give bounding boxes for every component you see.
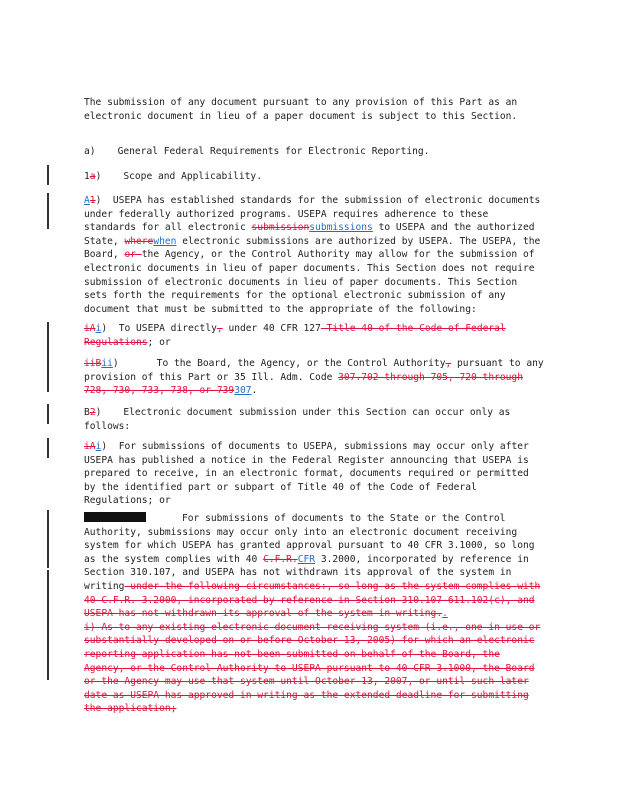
A-text-4: the Agency, or the Control Authority may allow for the submission of electronic documents in lieu of paper documents. This Section does not require submission of electronic documents in lieu of paper documents. This Section sets forth the requirements for the optional electronic submission of any document that must be submitted to the appropriate of the following: bbox=[84, 249, 535, 315]
i2-num-inserted: i bbox=[95, 441, 102, 452]
section-a-label: a) bbox=[84, 146, 96, 157]
last-inserted-2: . bbox=[442, 608, 448, 620]
A-text-2: to USEPA and the authorized State, bbox=[84, 222, 535, 247]
change-bar bbox=[47, 322, 49, 356]
ii-num-deleted: iiB bbox=[84, 358, 102, 369]
i1-text-1: To USEPA directly bbox=[118, 323, 217, 334]
section-a-heading bbox=[84, 145, 544, 159]
paragraph-A bbox=[84, 194, 544, 316]
ii-text-1: To the Board, the Agency, or the Control Authority bbox=[156, 358, 446, 369]
last-deleted-3: i) As to any existing electronic document receiving system (i.e., one in use or substantially developed on or before October 13, 2005) for which an electronic reporting application has not been submitted on behalf of the Board, the Agency, or the Control Authority to USEPA pursuant to 40 CFR 3.1000, the Board or the Agency may use that system until October 13, 2007, or until such later date as USEPA has approved in writing as the extended deadline for submitting the application; bbox=[84, 621, 541, 715]
change-bar bbox=[47, 438, 49, 458]
change-bar bbox=[47, 570, 49, 680]
i1-text-2: under 40 CFR 127 bbox=[222, 323, 321, 334]
item-state-submissions bbox=[84, 512, 544, 716]
i2-num-deleted: iA bbox=[84, 441, 96, 452]
B-num: B bbox=[84, 407, 90, 418]
A-deleted-2: where bbox=[124, 235, 154, 247]
change-bar bbox=[47, 165, 49, 185]
B-num-tail: ) bbox=[95, 407, 102, 418]
last-deleted-2: under the following circumstances:, so long as the system complies with 40 C.F.R. 3.2000, incorporated by reference in Section 310.107 611.102(c), and USEPA has not withdrawn its approval of the system in writing. bbox=[84, 580, 541, 620]
change-bar bbox=[47, 404, 49, 424]
A-text-3: electronic submissions are authorized by USEPA. The USEPA, the Board, bbox=[84, 235, 541, 261]
B-num-deleted: 2 bbox=[89, 407, 96, 418]
last-deleted-1: C.F.R. bbox=[263, 553, 298, 565]
B-text: Electronic document submission under this Section can occur only as follows: bbox=[84, 407, 511, 432]
i1-deleted-1: , bbox=[216, 323, 223, 334]
ii-num-inserted: ii bbox=[101, 358, 113, 369]
change-bar bbox=[47, 510, 49, 568]
scope-title: Scope and Applicability. bbox=[123, 171, 262, 182]
ii-num-tail: ) bbox=[112, 358, 119, 369]
item-ii-board bbox=[84, 357, 544, 398]
scope-num-deleted: a bbox=[89, 171, 96, 182]
item-i-usepa bbox=[84, 322, 544, 349]
A-num-inserted: A bbox=[84, 195, 90, 206]
intro-paragraph bbox=[84, 96, 544, 123]
A-num-tail: ) bbox=[95, 195, 102, 206]
change-bar bbox=[47, 356, 49, 392]
A-num-deleted: 1 bbox=[89, 195, 96, 206]
A-inserted-2: when bbox=[153, 235, 177, 247]
section-a-title: General Federal Requirements for Electronic Reporting. bbox=[117, 146, 430, 157]
i1-num-inserted: i bbox=[95, 323, 102, 334]
i1-text-3: ; or bbox=[147, 336, 171, 348]
last-text-1: For submissions of documents to the State or the Control Authority, submissions may occur only into an electronic document receiving system for which USEPA has granted approval pursuant to 40 CFR 3.1000, so long as the system complies with 40 bbox=[84, 513, 535, 565]
ii-deleted-1: , bbox=[445, 358, 452, 369]
intro-text: The submission of any document pursuant to any provision of this Part as an electronic document in lieu of a paper document is subject to this Section. bbox=[84, 97, 518, 122]
A-deleted-3: or bbox=[124, 249, 142, 261]
scope-heading bbox=[84, 170, 544, 184]
ii-text-3: . bbox=[251, 385, 258, 397]
A-text-1: USEPA has established standards for the submission of electronic documents under federally authorized programs. USEPA requires adherence to these standards for all electronic bbox=[84, 195, 541, 234]
change-bar bbox=[47, 193, 49, 229]
i1-deleted-2: Title 40 of the Code of Federal Regulations bbox=[84, 323, 506, 348]
scope-num: 1 bbox=[84, 171, 90, 182]
ii-inserted-2: 307 bbox=[234, 385, 252, 397]
last-text-2: 3.2000, incorporated by reference in Section 310.107, and USEPA has not withdrawn its approval of the system in writing bbox=[84, 553, 529, 592]
paragraph-B bbox=[84, 406, 544, 433]
i1-num-deleted: iA bbox=[84, 323, 96, 334]
last-inserted-1: CFR bbox=[297, 553, 316, 565]
i2-num-tail: ) bbox=[101, 441, 108, 452]
scope-num-tail: ) bbox=[95, 171, 102, 182]
i1-num-tail: ) bbox=[101, 323, 108, 334]
i2-text: For submissions of documents to USEPA, submissions may occur only after USEPA has published a notice in the Federal Register announcing that USEPA is prepared to receive, in an electronic format, documents required or permitted by the identified part or subpart of Title 40 of the Code of Federal Regulations; or bbox=[84, 441, 529, 507]
ii-deleted-2: 307.702 through 705, 720 through 728, 730, 733, 738, or 739 bbox=[84, 371, 523, 397]
item-i-federal-register bbox=[84, 440, 544, 508]
ii-text-2: pursuant to any provision of this Part or 35 Ill. Adm. Code bbox=[84, 358, 544, 383]
A-deleted-1: submission bbox=[251, 222, 310, 234]
redaction-block bbox=[84, 512, 146, 522]
A-inserted-1: submissions bbox=[309, 222, 373, 234]
